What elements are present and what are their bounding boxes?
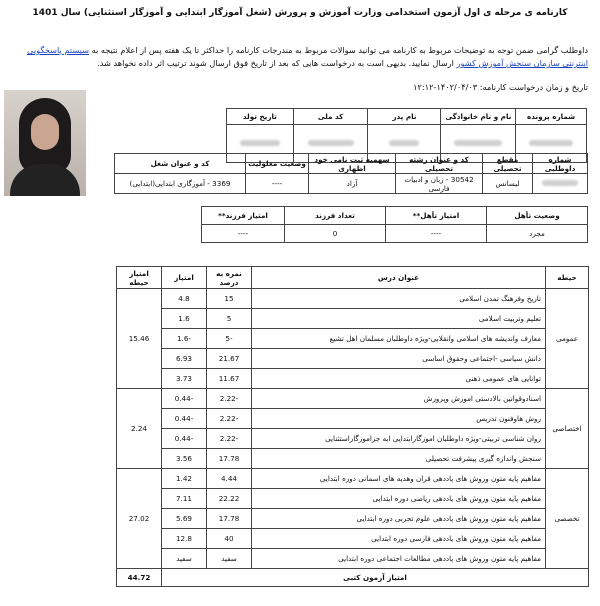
course-score: سفید [162,549,207,569]
course-percent: 21.67 [207,349,252,369]
header-disability: وضعیت معلولیت [246,154,309,174]
marital-score: ---- [386,225,487,243]
course-percent: سفید [207,549,252,569]
header-birth-date: تاریخ تولد [227,109,294,125]
header-marital-score: امتیاز تأهل** [386,207,487,225]
course-percent: 22.22 [207,489,252,509]
score-row [117,409,589,429]
course-percent: 5 [207,309,252,329]
intro-link-prefix: به [91,45,99,55]
course-score: 1.6 [162,309,207,329]
course-title: مفاهیم پایه متون وروش های یاددهی قران وهدیه های اسمانی دوره ابتدایی [252,469,546,489]
header-percent: نمره به درصد [207,267,252,289]
course-title: روش هاوفنون تدریس [252,409,546,429]
course-percent: 40 [207,529,252,549]
education-info-table [114,153,588,194]
header-marital-status: وضعیت تأهل [487,207,588,225]
course-title: توانایی های عمومی ذهنی [252,369,546,389]
children-count: 0 [285,225,386,243]
course-percent: 11.67 [207,369,252,389]
family-values-row [202,225,588,243]
course-title: دانش سیاسی -اجتماعی وحقوق اساسی [252,349,546,369]
course-score: -1.6 [162,329,207,349]
header-full-name: نام و نام خانوادگی [441,109,516,125]
area-score: 15.46 [117,289,162,389]
score-row [117,389,589,409]
course-title: مفاهیم پایه متون وروش های یاددهی مطالعات اجتماعی دوره ابتدایی [252,549,546,569]
total-row [117,569,589,587]
course-score: 12.8 [162,529,207,549]
course-title: معارف واندیشه های اسلامی وانقلابی-ویژه داوطلبان مسلمان اهل تشیع [252,329,546,349]
area-name: عمومی [546,289,589,389]
total-value: 44.72 [117,569,162,587]
course-score: -0.44 [162,409,207,429]
scores-table [116,266,589,587]
education-header-row [115,154,588,174]
course-score: 6.93 [162,349,207,369]
course-title: روان شناسی تربیتی-ویژه داوطلبان اموزگارابتدایی ابه جزاموزگاراستثنایی [252,429,546,449]
course-title: تاریخ وفرهنگ تمدن اسلامی [252,289,546,309]
header-national-id: کد ملی [293,109,368,125]
area-score: 2.24 [117,389,162,469]
header-area: حیطه [546,267,589,289]
course-title: مفاهیم پایه متون وروش های یاددهی علوم تجربی دوره ابتدایی [252,509,546,529]
score-row [117,449,589,469]
score-row [117,349,589,369]
field-of-study: 30542 - زبان و ادبیات فارسی [396,174,483,194]
course-title: مفاهیم پایه متون وروش های یاددهی ریاضی دوره ابتدایی [252,489,546,509]
course-score: 7.11 [162,489,207,509]
score-row [117,509,589,529]
course-score: 5.69 [162,509,207,529]
score-row [117,549,589,569]
course-title: تعلیم وتربیت اسلامی [252,309,546,329]
course-percent: 17.78 [207,449,252,469]
course-percent: 4.44 [207,469,252,489]
course-score: -0.44 [162,389,207,409]
area-name: اختصاصی [546,389,589,469]
course-percent: 15 [207,289,252,309]
candidate-number-redacted [533,174,588,194]
intro-line-2: ارسال نمایید. بدیهی است به درخواست هایی که بعد از تاریخ فوق ارسال شوند ترتیب اثر داده نخواهد شد. [97,58,454,68]
children-score: ---- [202,225,285,243]
score-row [117,329,589,349]
header-quota: سهمیه ثبت نامی خود اظهاری [309,154,396,174]
course-score: 4.8 [162,289,207,309]
intro-line-1: داوطلب گرامی ضمن توجه به توضیحات مربوط به کارنامه می توانید سوالات مربوط به مندرجات کارنامه را حداکثر تا یک هفته پس از اعلام نتیجه [100,45,588,55]
score-row [117,469,589,489]
header-field-of-study: کد و عنوان رشته تحصیلی [396,154,483,174]
header-area-score: امتیاز حیطه [117,267,162,289]
course-score: 1.42 [162,469,207,489]
education-values-row [115,174,588,194]
header-file-number: شماره پرونده [516,109,587,125]
quota: آزاد [309,174,396,194]
course-score: 3.73 [162,369,207,389]
score-row [117,429,589,449]
header-father-name: نام پدر [368,109,441,125]
course-score: -0.44 [162,429,207,449]
family-header-row [202,207,588,225]
score-row [117,309,589,329]
area-score: 27.02 [117,469,162,569]
course-score: 3.56 [162,449,207,469]
education-level: لیسانس [483,174,533,194]
area-name: تخصصی [546,469,589,569]
total-label: امتیاز آزمون کتبی [162,569,589,587]
score-row [117,289,589,309]
course-percent: -2.22 [207,409,252,429]
header-candidate-number: شماره داوطلبی [533,154,588,174]
course-percent: -5 [207,329,252,349]
marital-status: مجرد [487,225,588,243]
disability-status: ---- [246,174,309,194]
intro-text [12,44,588,70]
course-title: مفاهیم پایه متون وروش های یاددهی فارسی دوره ابتدایی [252,529,546,549]
header-job-title: کد و عنوان شغل [115,154,246,174]
course-title: اسنادوقوانین بالادستی اموزش وپرورش [252,389,546,409]
header-children-count: تعداد فرزند [285,207,386,225]
course-percent: -2.22 [207,429,252,449]
job-title: 3369 - آموزگاری ابتدایی(ابتدایی) [115,174,246,194]
request-datetime: تاریخ و زمان درخواست کارنامه: ۱۴۰۲/۰۴/۰۳-۱۲:۱۲ [413,82,588,92]
score-row [117,489,589,509]
response-system-link[interactable]: سیستم پاسخگویی اینترنتی سازمان سنجش آموزش کشور [27,45,588,68]
header-education-level: مقطع تحصیلی [483,154,533,174]
header-children-score: امتیاز فرزند** [202,207,285,225]
page-title: کارنامه ی مرحله ی اول آزمون استخدامی وزارت آموزش و پرورش (شغل آموزگار ابتدایی و آموزگار استثنایی) سال 1401 [32,8,568,18]
course-title: سنجش واندازه گیری پیشرفت تحصیلی [252,449,546,469]
header-score: امتیاز [162,267,207,289]
personal-header-row [227,109,587,125]
family-info-table [201,206,588,243]
course-percent: -2.22 [207,389,252,409]
scores-header-row [117,267,589,289]
score-row [117,369,589,389]
score-row [117,529,589,549]
course-percent: 17.78 [207,509,252,529]
candidate-photo [4,90,86,196]
header-course-title: عنوان درس [252,267,546,289]
